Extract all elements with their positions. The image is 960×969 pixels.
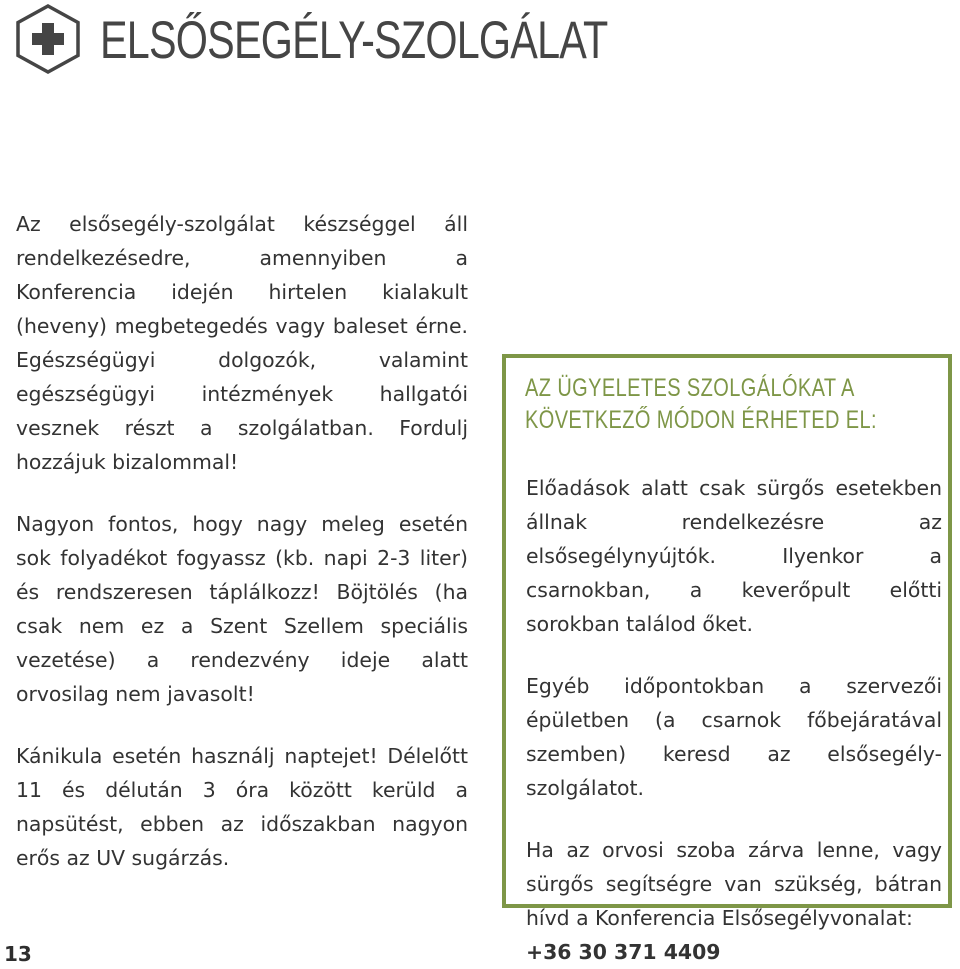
page-number: 13 — [4, 942, 32, 966]
left-column — [16, 207, 468, 903]
box-heading — [525, 372, 877, 436]
hotline-phone-number: +36 30 371 4409 — [526, 940, 721, 964]
page-header — [0, 0, 960, 80]
box-heading-line-2: KÖVETKEZŐ MÓDON ÉRHETED EL: — [525, 406, 877, 434]
hotline-text: Ha az orvosi szoba zárva lenne, vagy sürgős segítségre van szükség, bátran hívd a Konferencia Elsősegélyvonalat: — [526, 838, 942, 930]
box-paragraph-lectures: Előadások alatt csak sürgős esetekben állnak rendelkezésre az elsősegélynyújtók. Ilyenkor a csarnokban, a keverőpult előtti sorokban találod őket. — [526, 476, 942, 636]
box-paragraph-other-times: Egyéb időpontokban a szervezői épületben (a csarnok főbejáratával szemben) keresd az elsősegély-szolgálatot. — [526, 674, 942, 800]
intro-paragraph: Az elsősegély-szolgálat készséggel áll rendelkezésedre, amennyiben a Konferencia idején hirtelen kialakult (heveny) megbetegedés vagy baleset érne. Egészségügyi dolgozók, valamint egészségügyi intézmények hallgatói vesznek részt a szolgálatban. Fordulj hozzájuk bizalommal! — [16, 212, 468, 474]
first-aid-cross-icon — [12, 3, 84, 75]
box-paragraph-hotline — [526, 833, 942, 969]
hydration-paragraph: Nagyon fontos, hogy nagy meleg esetén sok folyadékot fogyassz (kb. napi 2-3 liter) és rendszeresen táplálkozz! Böjtölés (ha csak nem ez a Szent Szellem speciális vezetése) a rendezvény ideje alatt orvosilag nem javasolt! — [16, 512, 468, 706]
box-body — [526, 471, 942, 969]
sun-protection-paragraph: Kánikula esetén használj naptejet! Délelőtt 11 és délután 3 óra között kerüld a napsütést, ebben az időszakban nagyon erős az UV sugárzás. — [16, 744, 468, 870]
contact-info-box — [502, 354, 952, 964]
page-title: ELSŐSEGÉLY-SZOLGÁLAT — [100, 11, 608, 70]
box-heading-line-1: AZ ÜGYELETES SZOLGÁLÓKAT A — [525, 374, 855, 402]
